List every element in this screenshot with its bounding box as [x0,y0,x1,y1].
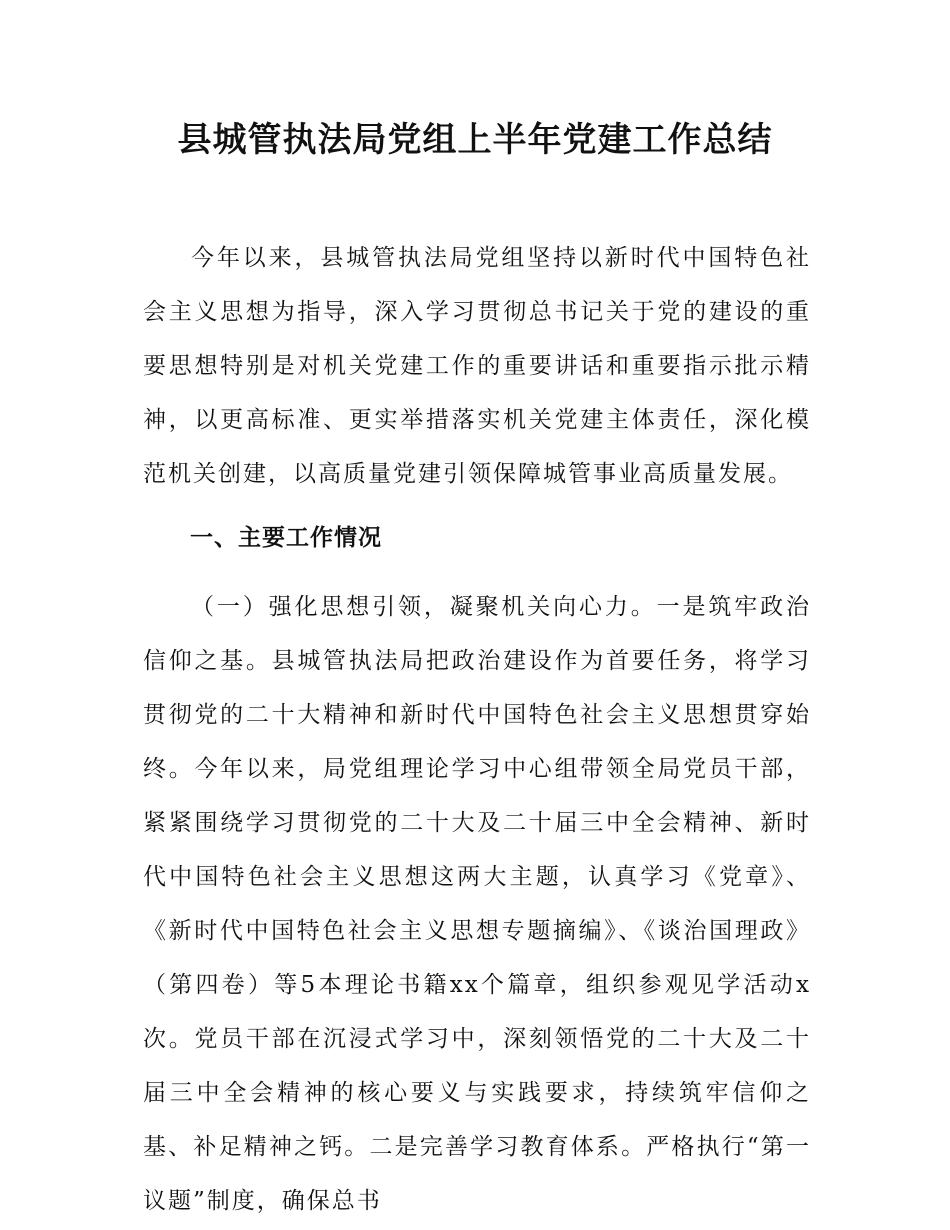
section-paragraph-ideology: （一）强化思想引领，凝聚机关向心力。一是筑牢政治信仰之基。县城管执法局把政治建设作为首要任务，将学习贯彻党的二十大精神和新时代中国特色社会主义思想贯穿始终。今年以来，局党组理论学习中心组带领全局党员干部，紧紧围绕学习贯彻党的二十大及二十届三中全会精神、新时代中国特色社会主义思想这两大主题，认真学习《党章》、《新时代中国特色社会主义思想专题摘编》、《谈治国理政》（第四卷）等5本理论书籍xx个篇章，组织参观见学活动x次。党员干部在沉浸式学习中，深刻领悟党的二十大及二十届三中全会精神的核心要义与实践要求，持续筑牢信仰之基、补足精神之钙。二是完善学习教育体系。严格执行“第一议题”制度，确保总书 [143,594,811,1214]
section-heading-main-work: 一、主要工作情况 [190,525,382,551]
document-title: 县城管执法局党组上半年党建工作总结 [177,120,773,160]
intro-paragraph: 今年以来，县城管执法局党组坚持以新时代中国特色社会主义思想为指导，深入学习贯彻总书记关于党的建设的重要思想特别是对机关党建工作的重要讲话和重要指示批示精神，以更高标准、更实举措落实机关党建主体责任，深化模范机关创建，以高质量党建引领保障城管事业高质量发展。 [143,245,811,487]
